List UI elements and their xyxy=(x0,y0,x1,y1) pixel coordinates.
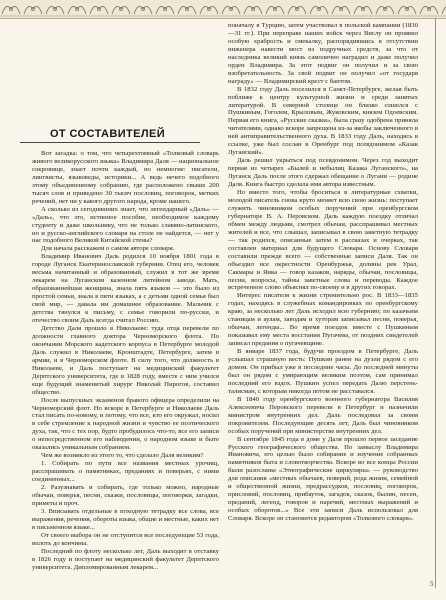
page-number: 5 xyxy=(430,580,434,588)
paragraph: В январе 1837 года, будучи проездом в Петербурге, Даль услышал страшную весть: Пушкин ранен на дуэли рядом с его домом. Он прибыл уже в последние часы. До последней минуты был он рядом с умирающим великим поэтом, сам принимал последний его вздох. Пушкин успел передать Далю перстень-талисман, с которым никогда потом не расставался. xyxy=(228,348,418,395)
title-underline xyxy=(20,142,200,143)
paragraph: Но вместо того, чтобы броситься в литературные схватки, молодой писатель снова круто меняет всю свою жизнь: поступает служить чиновником особых поручений при оренбургском губернаторе В. А. Перовском. Даль каждую поездку отличал обмен между людьми, смотрел обычаи, расспрашивал местных жителей и все, что слышал, записывал в свою заветную тетрадку — так родился, описанные затем в рассказах и очерках, так составлен материал для будущего Словаря. Основу Словаря составили прежде всего — собственные записи Даля. Так он объездил все окрестности Оренбуржья, долины рек Урал, Сакмары и Яика — говор казаков, наряды, обычаи, пословицы, песни, вопросы, тайны заветные слова и переводы. Каждое встреченное слово объяснял по-своему и в других говорах. xyxy=(228,189,418,292)
paragraph: А сколько из сегодняшних знает, что легендарный «Даль» — «Даль», что это, истинное пособие, необходимое каждому студенту и даже школьнику, что не только славяно-латинского, но и русско-английского словаря на столе не найдется, — нет у нас подобного Великой Китайской стены? xyxy=(32,205,219,245)
paragraph: После выпускных экзаменов бравого офицера определили на Черноморский флот. Но вскоре в Петербурге и Николаеве Даль стал писать по-новому, и потому, что все, кто его окружал, носил в себе стремление к народной жизни и чувство ее поэтического духа, так, что с тех пор, будто пробудилось что-то, все его записи о непосредственном его наблюдении, о народном языке и быте оказались уникальным собранием. xyxy=(32,396,219,452)
section-title: ОТ СОСТАВИТЕЛЕЙ xyxy=(49,128,166,140)
top-ornament xyxy=(0,0,446,19)
paragraph: Интерес писателя к жизни стремительно рос. В 1833—1835 годах, находясь в служебных командировках по оренбургскому краю, за несколько лет Даль исходил всю губернию; по казачьим станицам и аулам, заводам и хуторам записывал песни, поверья, обычаи, легенды... Во время поездок вместе с Пушкиным показывал ему места восстания Пугачева, от поздних свидетелей записал предания о пугачевщине. xyxy=(228,292,418,348)
paragraph: В 1832 году Даль поселился в Санкт-Петербурге, желая быть поближе к центру культурной жизни и среди занятых литературой. В северной столице он близко сошелся с Пушкиным, Гоголем, Крыловым, Жуковским, князем Одоевским. Первая его книга, «Русские сказки», была сразу одобрена приняла читателями, однако вскоре запрещена из-за якобы заключенного в ней антиправительственного духа. В 1833 году Даль, находясь в ссылке, уже был сослан в Оренбург под псевдонимом «Казак Луганский». xyxy=(228,85,418,157)
list-item: 2. Разузнавать и собирать, где только можно, народные обычаи, поверья, песни, сказки, пословицы, поговорки, загадки, приметы и проч. xyxy=(32,484,219,507)
left-column xyxy=(32,150,219,572)
paragraph: Для начала расскажем о самом авторе словаря. xyxy=(41,245,175,253)
paragraph: Последний по флоту несколько лет, Даль выходит в отставку в 1826 году и поступает на медицинский факультет Дерптского университета. Дипломированным лекарем... xyxy=(32,547,219,571)
paragraph: Даль решил укрыться под псевдонимом. Через год выходит первая из четырех «Былей и небылиц Казака Луганского», на Луганск Даль после этого сдержал обещание о Лугани — родине Даля. Книга быстро сделала имя автора известным. xyxy=(228,157,418,189)
list-item: 1. Собирать по пути все названия местных урочищ, расспрашивать о памятниках, преданиях и поверьях, с ними соединенных... xyxy=(32,460,219,484)
page-frame-line xyxy=(435,18,436,588)
numbered-list xyxy=(32,460,219,532)
paragraph: Вот загадка: о том, что четырехтомный «Толковый словарь живого великорусского языка» Владимира Даля — национальное сокровище, знает почти каждый, но немногие: писатели, лингвисты, языковеды, историки... А ведь нечего подобного этому объединенному собранию, где расположено свыше 200 тысяч слов и приведено 30 тысяч пословиц, поговорок, метких речений, нет ни у какого другого народа, кроме нашего. xyxy=(32,150,219,205)
paragraph: Владимир Иванович Даль родился 10 ноября 1801 года в городе Луганск Екатеринославской губернии. Отец его, человек весьма начитанный и образованный, служил в тот же время лекарем на Луганском казенном литейном заводе. Мать, образованнейшая женщина, знала пять языков — это было из простой семьи, знала в пяти языках, а с детьми одной семья был свой мир, — давала им домашнее образование. Мальчик с детства тянулся к письму, с семье говорили по-русски, и отечество своим Даль всегда считал Россию. xyxy=(32,253,219,325)
right-column xyxy=(228,22,418,523)
list-item: 3. Вписывать отдельные в походную тетрадку все слова, все выражения, речения, обороты языка, общие и местные, каких нет в письменном языке... xyxy=(32,507,219,531)
paragraph: В 1840 году оренбургского военного губернатора Василия Алексеевича Перовского перевели в Петербург и назначили министром внутренних дел. Даль последовал за своим покровителем. Последующие десять лет, Даль был чиновником особых поручений при министерстве внутренних дел. xyxy=(228,395,418,435)
paragraph: Детство Даля прошло в Николаеве: туда отца перевели по должности главного доктора Черноморского флота. По окончании Морского кадетского корпуса в Петербурге молодой Даль служил в Николаеве, Кронштадте, Петербурге, затем в армии, и в Черноморском флоте. В силу того, что должность в Николаеве, и Даль поступает на медицинский факультет Дерптского университета, где в 1828 году, вместе с ним учился еще будущий знаменитый хирург Николай Пирогов, составил общество. xyxy=(32,324,219,396)
paragraph: поначалу в Турцию, затем участвовал в польской кампании (1830—31 гг.). При переправе наших войск через Вислу он проявил особую храбрость и смекалку, распорядившись в отсутствии инженера навести мост из подручных средств, за что от наследника великий князь самолично наградил и даже получил орден Владимира. За этот подвиг он получил и за свою изобретательность. За свой подвиг он получил «от государя награду» — Владимирский крест с бантом. xyxy=(228,22,418,85)
paragraph: От своего выбора он не отступится все последующие 53 года, вплоть до кончины. xyxy=(32,531,219,547)
paragraph: В сентябре 1845 года в доме у Даля прошло первое заседание Русского географического общества. По замыслу Владимира Ивановича, его целью было собирание и изучение собранных памятников быта и словотворчества. Вскоре во все концы России были разосланы «Этнографические циркуляры» — руководство для описания «местных обычаев, поверий, рода жизни, семейной и общественной жизни, предрассудков, пословиц, поговорок, присловий, пословиц, прибауток, загадок, сказок, былин, песен, преданий, легенд, говоров и наречий, местных выражений и особых оборотов...» Все эти записи Даль использовал для Словаря. Вскоре он становится редактором «Толкового словаря». xyxy=(228,435,418,523)
paragraph: Чем же возникло из этого то, что сделало Даля великим? xyxy=(41,452,204,460)
ornament-pattern-icon xyxy=(0,0,446,18)
